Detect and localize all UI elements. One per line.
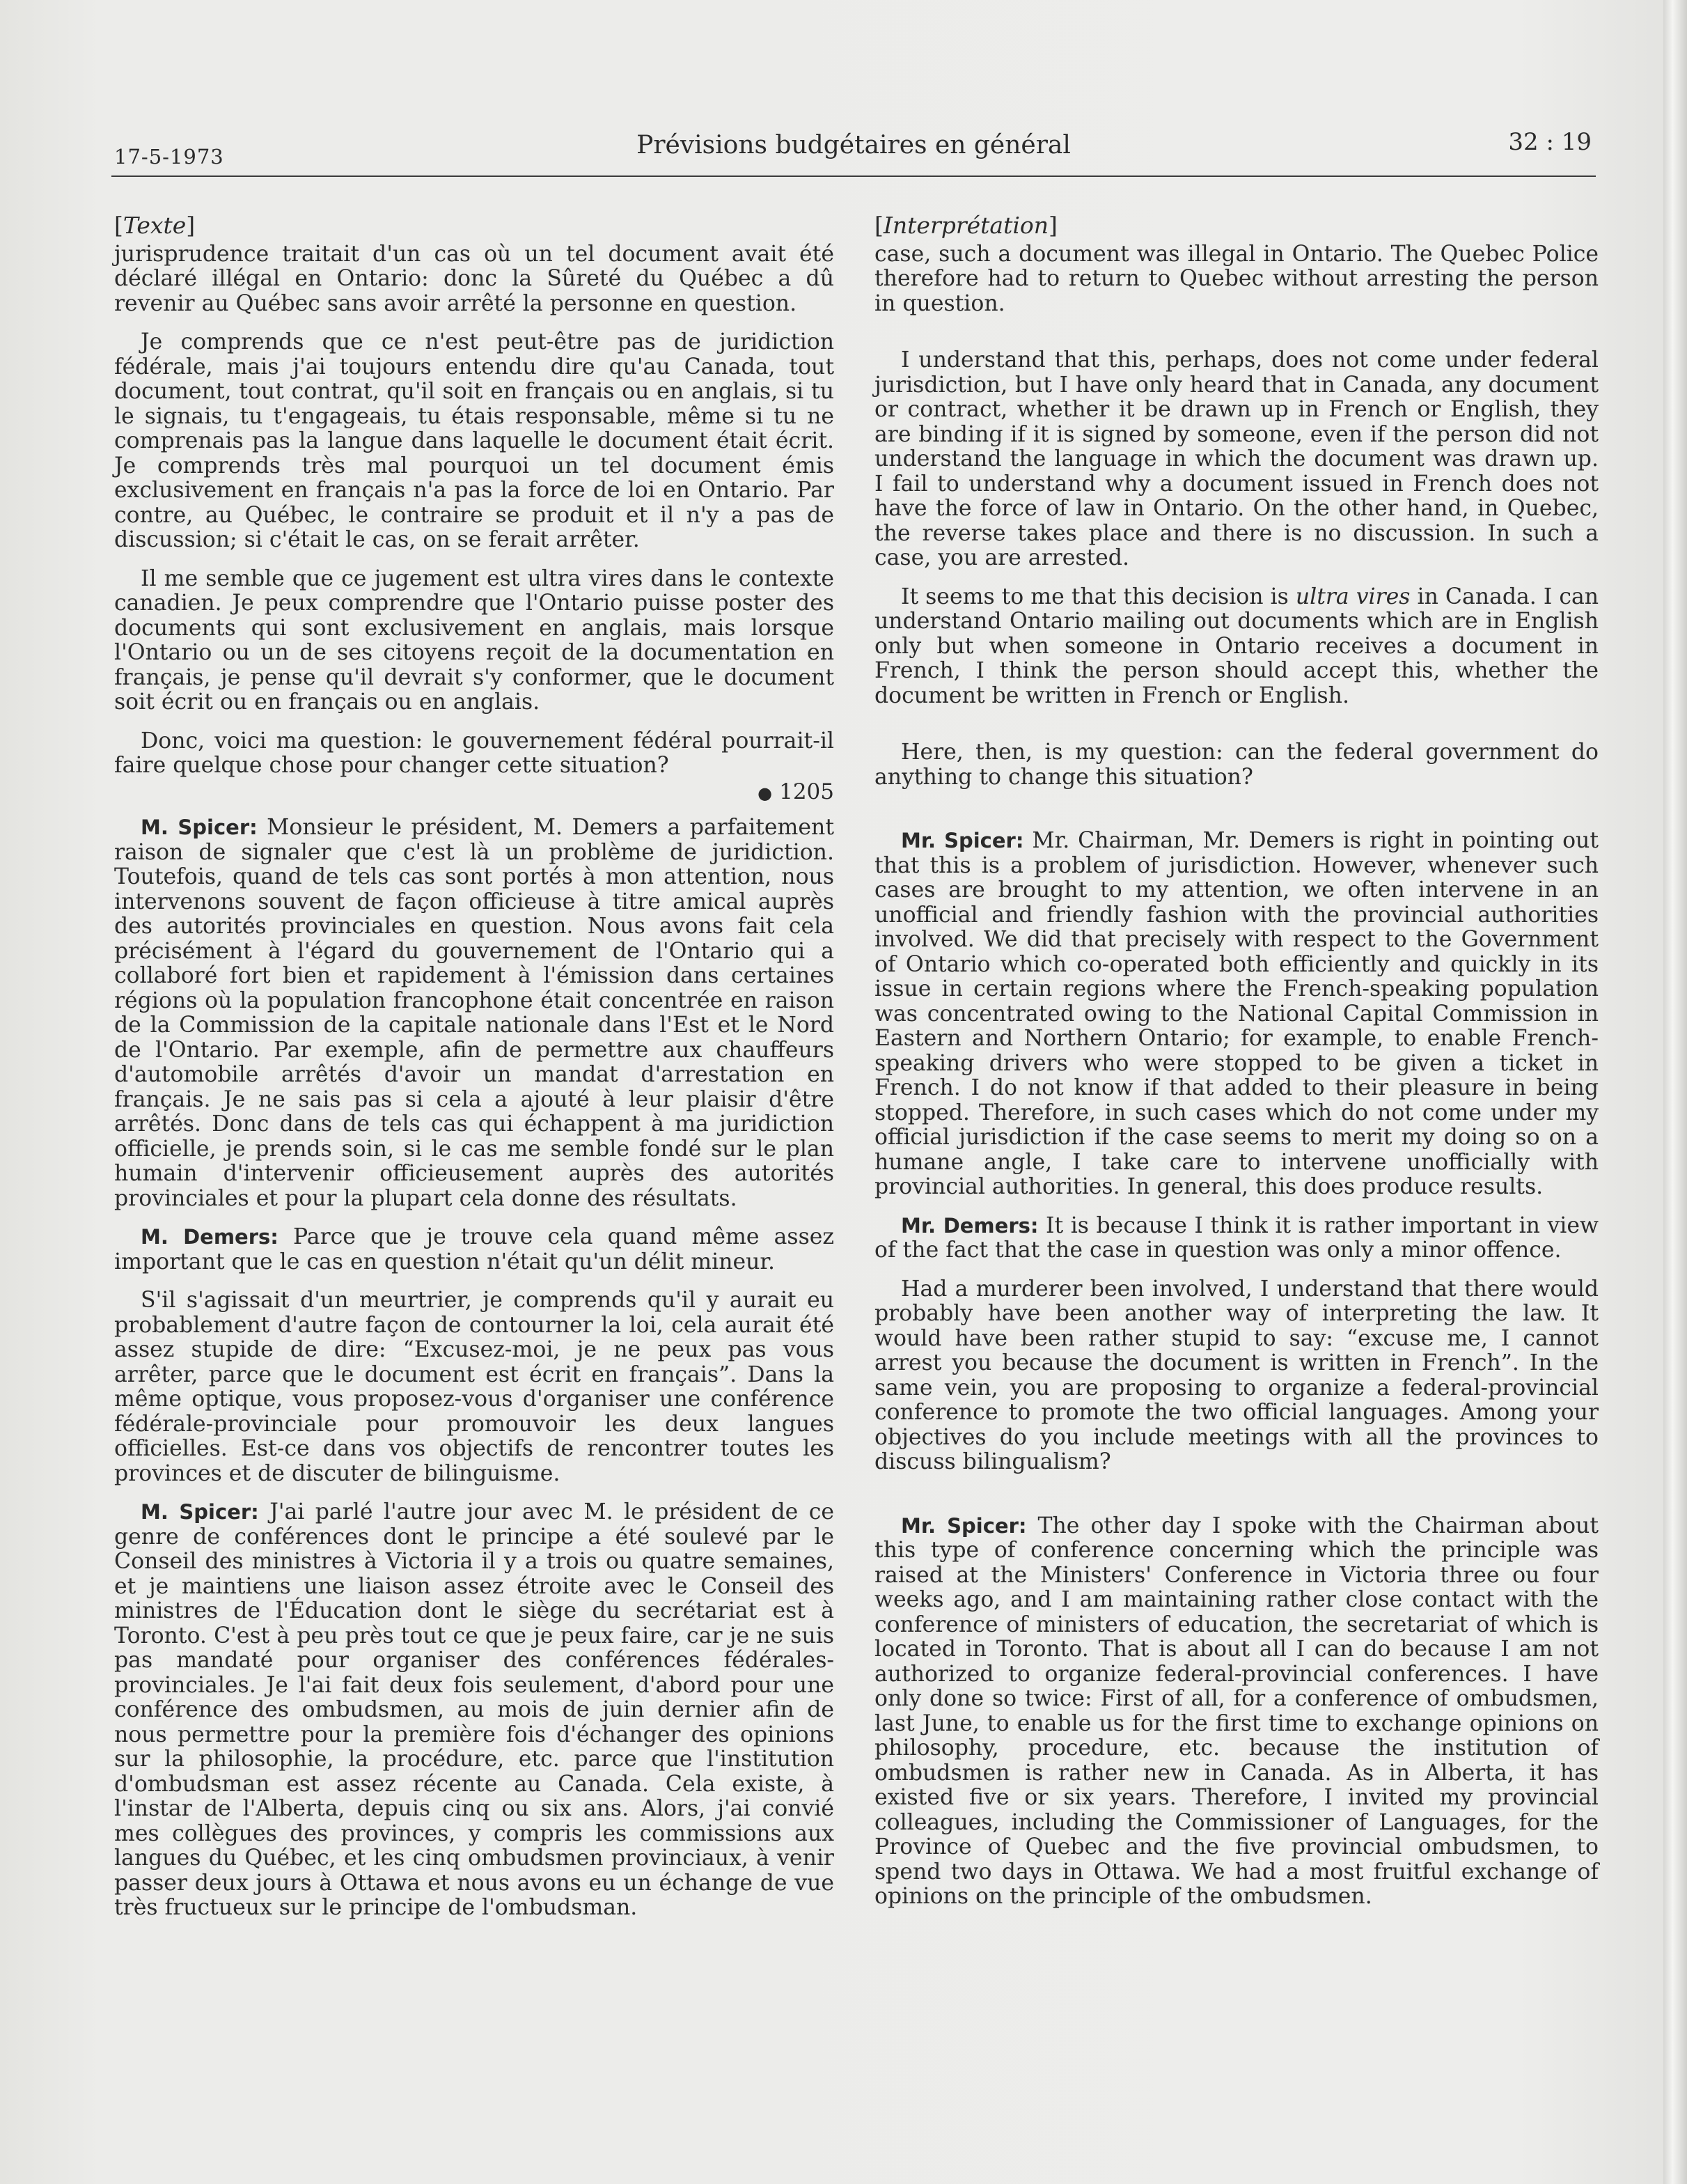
- paragraph: I understand that this, perhaps, does not come under federal jurisdiction, but I have only heard that in Canada, any document or contract, whether it be drawn up in French or English, they are binding if it is signed by someone, even if the person did not understand the language in which the document was drawn up. I fail to understand why a document issued in French does not have the force of law in Ontario. On the other hand, in Quebec, the reverse takes place and there is no discussion. In such a case, you are arrested.: [874, 348, 1599, 570]
- page-header: [111, 125, 1596, 177]
- paragraph: Donc, voici ma question: le gouvernement fédéral pourrait-il faire quelque chose pour changer cette situation?: [114, 728, 834, 778]
- speech-paragraph: M. Spicer: Monsieur le président, M. Demers a parfaitement raison de signaler que c'est là un problème de juridiction. Toutefois, quand de tels cas sont portés à mon attention, nous intervenons souvent de façon officieuse à titre amical auprès des autorités provinciales en question. Nous avons fait cela précisément à l'égard du gouvernement de l'Ontario qui a collaboré fort bien et rapidement à l'émission dans certaines régions où la population francophone était concentrée en raison de la Commission de la capitale nationale dans l'Est et le Nord de l'Ontario. Par exemple, afin de permettre aux chauffeurs d'automobile arrêtés d'avoir un mandat d'arrestation en français. Je ne sais pas si cela a ajouté à leur plaisir d'être arrêtés. Donc dans de tels cas qui échappent à ma juridiction officielle, je prends soin, si le cas me semble fondé sur le plan humain d'intervenir officieusement auprès des autorités provinciales et pour la plupart cela donne des résultats.: [114, 815, 834, 1211]
- paragraph: Je comprends que ce n'est peut-être pas de juridiction fédérale, mais j'ai toujours entendu dire qu'au Canada, tout document, tout contrat, qu'il soit en français ou en anglais, si tu le signais, tu t'engageais, tu étais responsable, même si tu ne comprenais pas la langue dans laquelle le document était écrit. Je comprends très mal pourquoi un tel document émis exclusivement en français n'a pas la force de loi en Ontario. Par contre, au Québec, le contraire se produit et il n'y a pas de discussion; si c'était le cas, on se ferait arrêter.: [114, 329, 834, 552]
- english-column: [874, 213, 1599, 1924]
- page-edge-shadow: [1663, 0, 1687, 2184]
- timestamp: ● 1205: [758, 779, 834, 804]
- speaker-name: Mr. Spicer:: [901, 1513, 1027, 1538]
- speaker-name: M. Demers:: [141, 1225, 278, 1249]
- bullet-icon: ●: [758, 783, 773, 803]
- speaker-name: M. Spicer:: [141, 1500, 259, 1524]
- interpretation-marker: [Interprétation]: [874, 212, 1058, 239]
- speech-paragraph: M. Spicer: J'ai parlé l'autre jour avec M. le président de ce genre de conférences dont le principe a été soulevé par le Conseil des ministres à Victoria il y a trois ou quatre semaines, et je maintiens une liaison assez étroite avec le Conseil des ministres de l'Éducation dont le siège du secrétariat est à Toronto. C'est à peu près tout ce que je peux faire, car je ne suis pas mandaté pour organiser des conférences fédérales-provinciales. Je l'ai fait deux fois seulement, d'abord pour une conférence des ombudsmen, au mois de juin dernier afin de nous permettre pour la première fois d'échanger des opinions sur la philosophie, la procédure, etc. parce que l'institution d'ombudsman est assez récente au Canada. Cela existe, à l'instar de l'Alberta, depuis cinq ou six ans. Alors, j'ai convié mes collègues des provinces, y compris les commissions aux langues du Québec, et les cinq ombudsmen provinciaux, à venir passer deux jours à Ottawa et nous avons eu un échange de vue très fructueux sur le principe de l'ombudsman.: [114, 1499, 834, 1920]
- paragraph: Here, then, is my question: can the federal government do anything to change this situation?: [874, 740, 1599, 790]
- paragraph: It seems to me that this decision is ultra vires in Canada. I can understand Ontario mailing out documents which are in English only but when someone in Ontario receives a document in French, I think the person should accept this, whether the document be written in French or English.: [874, 584, 1599, 708]
- speaker-name: Mr. Spicer:: [901, 829, 1024, 852]
- text-marker: [Texte]: [114, 212, 196, 239]
- speech-paragraph: Mr. Spicer: The other day I spoke with the Chairman about this type of conference concerning which the principle was raised at the Ministers' Conference in Victoria three ou four weeks ago, and I am maintaining rather close contact with the conference of ministers of education, the secretariat of which is located in Toronto. That is about all I can do because I am not authorized to organize federal-provincial conferences. I have only done so twice: First of all, for a conference of ombudsmen, last June, to enable us for the first time to exchange opinions on philosophy, procedure, etc. because the institution of ombudsmen is rather new in Canada. As in Alberta, it has existed five or six years. Therefore, I invited my provincial colleagues, including the Commissioner of Languages, for the Province of Quebec and the five provincial ombudsmen, to spend two days in Ottawa. We had a most fruitful exchange of opinions on the principle of the ombudsmen.: [874, 1513, 1599, 1909]
- paragraph: case, such a document was illegal in Ontario. The Quebec Police therefore had to return to Quebec without arresting the person in question.: [874, 241, 1599, 316]
- page-number: 32 : 19: [1508, 128, 1592, 156]
- paragraph: jurisprudence traitait d'un cas où un tel document avait été déclaré illégal en Ontario: donc la Sûreté du Québec a dû revenir au Québec sans avoir arrêté la personne en question.: [114, 241, 834, 316]
- speaker-name: Mr. Demers:: [901, 1213, 1039, 1238]
- french-column: [114, 213, 834, 1935]
- paragraph: Had a murderer been involved, I understand that there would probably have been another way of interpreting the law. It would have been rather stupid to say: “excuse me, I cannot arrest you because the document is written in French”. In the same vein, you are proposing to organize a federal-provincial conference to promote the two official languages. Among your objectives do you include meetings with all the provinces to discuss bilingualism?: [874, 1276, 1599, 1474]
- paragraph: Il me semble que ce jugement est ultra vires dans le contexte canadien. Je peux comprendre que l'Ontario puisse poster des documents qui sont exclusivement en anglais, mais lorsque l'Ontario ou un de ses citoyens reçoit de la documentation en français, je pense qu'il devrait s'y conformer, que le document soit écrit ou en français ou en anglais.: [114, 566, 834, 715]
- speech-paragraph: M. Demers: Parce que je trouve cela quand même assez important que le cas en question n'était qu'un délit mineur.: [114, 1224, 834, 1274]
- paragraph: S'il s'agissait d'un meurtrier, je comprends qu'il y aurait eu probablement d'autre façon de contourner la loi, cela aurait été assez stupide de dire: “Excusez-moi, je ne peux pas vous arrêter, parce que le document est écrit en français”. Dans la même optique, vous proposez-vous d'organiser une conférence fédérale-provinciale pour promouvoir les deux langues officielles. Est-ce dans vos objectifs de rencontrer toutes les provinces et de discuter de bilinguisme.: [114, 1288, 834, 1486]
- speech-paragraph: Mr. Spicer: Mr. Chairman, Mr. Demers is right in pointing out that this is a problem of jurisdiction. However, whenever such cases are brought to my attention, we often intervene in an unofficial and friendly fashion with the provincial authorities involved. We did that precisely with respect to the Government of Ontario which co-operated both efficiently and quickly in its issue in certain regions where the French-speaking population was concentrated owing to the National Capital Commission in Eastern and Northern Ontario; for example, to enable French-speaking drivers who were stopped to be given a ticket in French. I do not know if that added to their pleasure in being stopped. Therefore, in such cases which do not come under my official jurisdiction if the case seems to merit my doing so on a humane angle, I take care to intervene unofficially with provincial authorities. In general, this does produce results.: [874, 828, 1599, 1199]
- speech-paragraph: Mr. Demers: It is because I think it is rather important in view of the fact that the case in question was only a minor offence.: [874, 1212, 1599, 1263]
- speaker-name: M. Spicer:: [141, 816, 258, 839]
- header-date: 17-5-1973: [114, 145, 224, 169]
- header-title: Prévisions budgétaires en général: [636, 131, 1071, 159]
